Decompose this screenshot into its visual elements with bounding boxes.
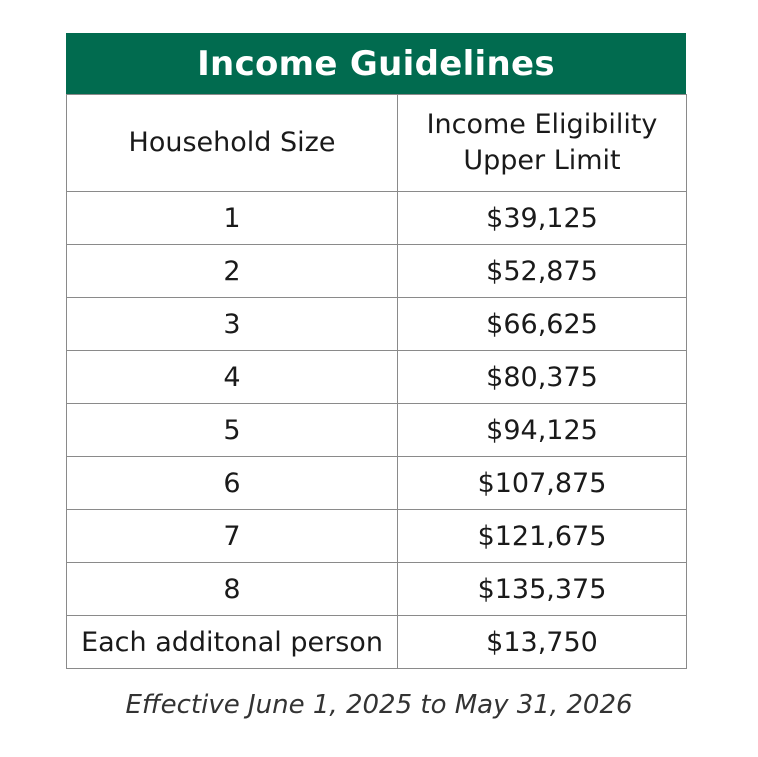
household-size-cell: 4 <box>67 351 398 404</box>
income-limit-cell: $135,375 <box>398 563 687 616</box>
household-size-cell: 8 <box>67 563 398 616</box>
table-row <box>67 457 687 510</box>
income-limit-cell: $121,675 <box>398 510 687 563</box>
household-size-cell: 5 <box>67 404 398 457</box>
income-limit-header-line1: Income Eligibility <box>426 109 658 140</box>
household-size-header: Household Size <box>67 95 398 192</box>
income-table <box>66 94 687 669</box>
income-limit-cell: $107,875 <box>398 457 687 510</box>
household-size-cell: 1 <box>67 192 398 245</box>
household-size-cell: 3 <box>67 298 398 351</box>
table-row <box>67 616 687 669</box>
table-row <box>67 298 687 351</box>
table-row <box>67 563 687 616</box>
income-limit-cell: $80,375 <box>398 351 687 404</box>
table-row <box>67 510 687 563</box>
household-size-cell: 2 <box>67 245 398 298</box>
table-row <box>67 351 687 404</box>
household-size-cell: 7 <box>67 510 398 563</box>
table-row <box>67 245 687 298</box>
household-size-cell: 6 <box>67 457 398 510</box>
table-row <box>67 404 687 457</box>
income-limit-cell: $66,625 <box>398 298 687 351</box>
income-limit-cell: $39,125 <box>398 192 687 245</box>
income-guidelines-card <box>66 33 686 669</box>
income-limit-cell: $52,875 <box>398 245 687 298</box>
income-limit-cell: $94,125 <box>398 404 687 457</box>
effective-date-note: Effective June 1, 2025 to May 31, 2026 <box>125 690 633 720</box>
income-limit-header-line2: Upper Limit <box>463 145 621 176</box>
income-limit-cell: $13,750 <box>398 616 687 669</box>
table-row <box>67 192 687 245</box>
income-limit-header <box>398 95 687 192</box>
header-row <box>67 95 687 192</box>
household-size-cell: Each additonal person <box>67 616 398 669</box>
table-title: Income Guidelines <box>66 33 686 94</box>
